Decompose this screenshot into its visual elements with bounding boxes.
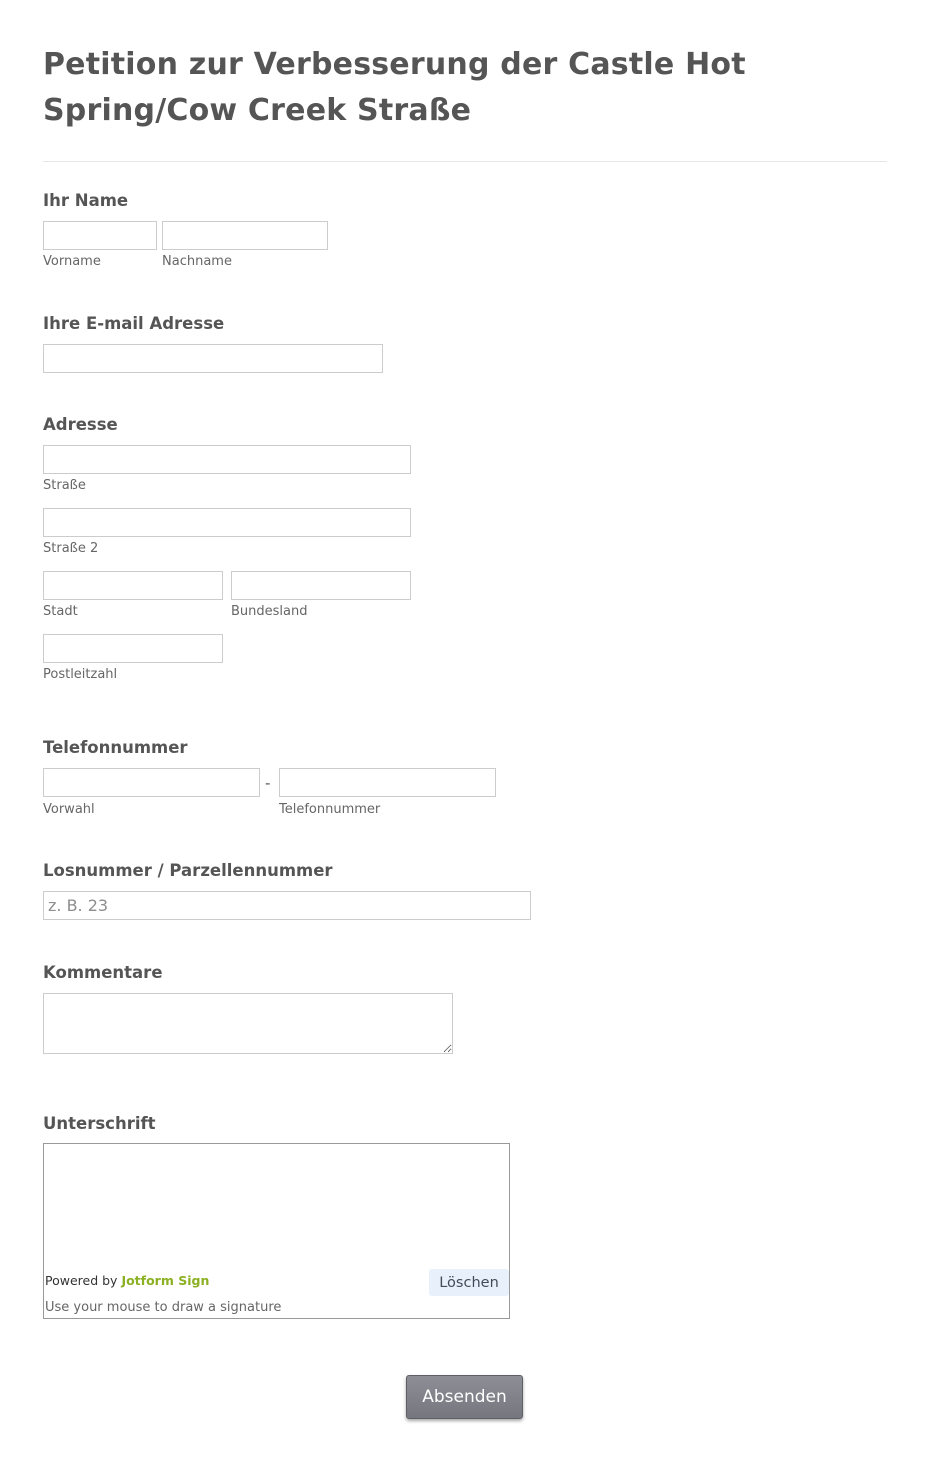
zip-sublabel: Postleitzahl [43, 667, 118, 682]
area-code-input[interactable] [43, 768, 260, 797]
first-name-sublabel: Vorname [43, 254, 101, 269]
powered-by-prefix: Powered by [45, 1273, 122, 1288]
street2-sublabel: Straße 2 [43, 541, 99, 556]
name-label: Ihr Name [43, 191, 129, 210]
powered-by-text [45, 1273, 209, 1288]
zip-input[interactable] [43, 634, 223, 663]
city-input[interactable] [43, 571, 223, 600]
email-input[interactable] [43, 344, 383, 373]
comments-label: Kommentare [43, 963, 163, 982]
street-sublabel: Straße [43, 478, 86, 493]
page-title: Petition zur Verbesserung der Castle Hot Spring/Cow Creek Straße [43, 47, 746, 128]
title-divider [43, 161, 887, 162]
first-name-input[interactable] [43, 221, 157, 250]
phone-separator: - [265, 774, 271, 792]
jotform-sign-brand[interactable]: Jotform Sign [121, 1273, 210, 1288]
area-code-sublabel: Vorwahl [43, 802, 95, 817]
clear-signature-button[interactable]: Löschen [429, 1269, 509, 1296]
signature-pad[interactable] [43, 1143, 510, 1319]
lot-number-input[interactable] [43, 891, 531, 920]
phone-number-input[interactable] [279, 768, 496, 797]
lot-number-label: Losnummer / Parzellennummer [43, 861, 333, 880]
comments-textarea[interactable] [43, 993, 453, 1054]
last-name-sublabel: Nachname [162, 254, 232, 269]
phone-label: Telefonnummer [43, 738, 188, 757]
street-input[interactable] [43, 445, 411, 474]
submit-button[interactable]: Absenden [406, 1375, 523, 1419]
state-sublabel: Bundesland [231, 604, 308, 619]
last-name-input[interactable] [162, 221, 328, 250]
state-input[interactable] [231, 571, 411, 600]
phone-number-sublabel: Telefonnummer [279, 802, 381, 817]
signature-canvas[interactable] [44, 1144, 509, 1264]
city-sublabel: Stadt [43, 604, 78, 619]
address-label: Adresse [43, 415, 118, 434]
street2-input[interactable] [43, 508, 411, 537]
email-label: Ihre E-mail Adresse [43, 314, 225, 333]
signature-hint: Use your mouse to draw a signature [45, 1300, 282, 1315]
signature-label: Unterschrift [43, 1114, 156, 1133]
